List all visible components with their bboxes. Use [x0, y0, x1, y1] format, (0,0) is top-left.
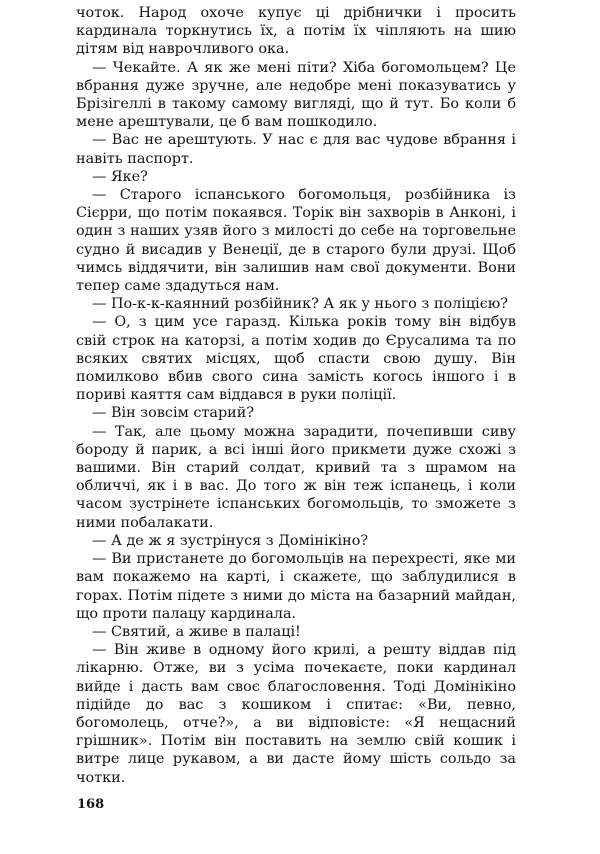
paragraph-continued: чоток. Народ охоче купує ці дрібнички і просить кардинала торкнутись їх, а потім їх чіпляють на шию дітям від наврочливого ока.: [76, 5, 516, 58]
body-text: [76, 4, 516, 787]
paragraph: — Вас не арештують. У нас є для вас чудове вбрання і навіть паспорт.: [76, 132, 516, 167]
paragraph: — Він живе в одному його крилі, а решту віддав під лікарню. Отже, ви з усіма почекаєте, поки кардинал вийде і дасть вам своє благословення. Тоді Домінікіно підійде до вас з кошиком і спитає: «Ви, певно, богомолець, отче?», а ви відповісте: «Я нещасний грішник». Потім він поставить на землю свій кошик і витре лице рукавом, а ви дасте йому шість сольдо за чотки.: [76, 642, 516, 786]
paragraph: — Святий, а живе в палаці!: [92, 623, 301, 640]
paragraph: — По-к-к-каянний розбійник? А як у нього з поліцією?: [92, 296, 509, 313]
paragraph: — Ви пристанете до богомольців на перехресті, яке ми вам покажемо на карті, і скажете, що заблудилися в горах. Потім підете з ними до міста на базарний майдан, що проти палацу кардинала.: [76, 551, 516, 622]
paragraph: — А де ж я зустрінуся з Домінікіно?: [92, 532, 369, 549]
paragraph: — О, з цим усе гаразд. Кілька років тому він відбув свій строк на каторзі, а потім ходив до Єрусалима та по всяких святих місцях, щоб спасти свою душу. Він помилково вбив свого сина замість когось іншого і в пориві каяття сам віддався в руки поліції.: [76, 314, 516, 404]
paragraph: — Так, але цьому можна зарадити, почепивши сиву бороду й парик, а всі інші його прикмети дуже схожі з вашими. Він старий солдат, кривий та з шрамом на обличчі, як і в вас. До того ж він теж іспанець, і коли часом зустрінете іспанських богомольців, то зможете з ними побалакати.: [76, 423, 516, 531]
paragraph: — Старого іспанського богомольця, розбійника із Сієрри, що потім покаявся. Торік він захворів в Анконі, і один з наших узяв його з милості до себе на торговельне судно й висадив у Венеції, де в старого були друзі. Щоб чимсь віддячити, він залишив нам свої документи. Вони тепер саме здадуться нам.: [76, 187, 516, 295]
paragraph: — Він зовсім старий?: [92, 405, 255, 422]
paragraph: — Чекайте. А як же мені піти? Хіба богомольцем? Це вбрання дуже зручне, але недобре мені показуватись у Брізігеллі в такому самому вигляді, що й тут. Бо коли б мене арештували, це б вам пошкодило.: [76, 59, 516, 131]
paragraph: — Яке?: [92, 168, 148, 185]
page-number: 168: [77, 797, 105, 812]
